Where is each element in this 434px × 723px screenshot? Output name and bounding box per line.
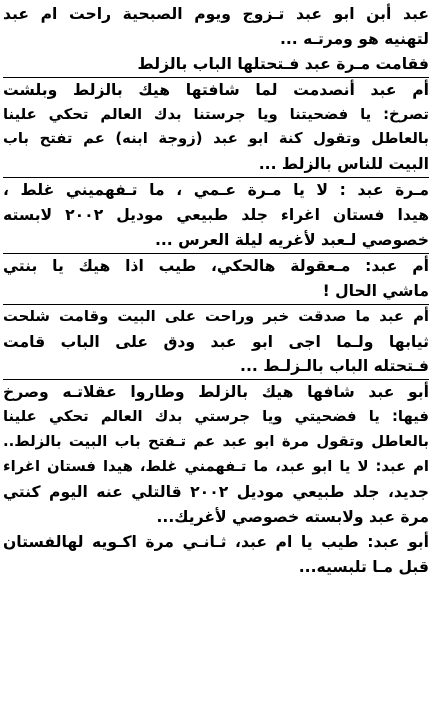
- text-line: مرة عبد ولابسته خصوصي لأغريك...: [156, 507, 429, 526]
- paragraph-5: [3, 305, 429, 380]
- paragraph-2: [3, 78, 429, 178]
- text-line: لتهنيه هو ومرتـه ...: [279, 29, 429, 48]
- text-line: جديد، جلد طبيعي موديل ٢٠٠٢ قالتلي عنه اليوم كنتي: [3, 482, 429, 501]
- text-line: خصوصي لـعبد لأغريه ليلة العرس ...: [154, 231, 429, 250]
- text-line: بالعاطل وتقول كنة ابو عبد (زوجة ابنه) عم تفتح باب: [3, 130, 429, 148]
- text-line: فـتحتله الباب بالـزلـط ...: [240, 357, 429, 376]
- paragraph-1: [3, 2, 429, 77]
- paragraph-3: [3, 178, 429, 253]
- text-line: أم عبد ما صدقت خبر وراحت على البيت وقامت شلحت: [3, 307, 429, 325]
- text-line: أبو عبد شافها هيك بالزلط وطاروا عقلاتـه وصرخ: [3, 383, 429, 402]
- text-line: مـرة عبد : لا يا مـرة عـمي ، ما تـفهميني غلط ،: [3, 181, 429, 200]
- paragraph-6: [3, 380, 429, 579]
- text-line: أبو عبد: طيب يا ام عبد، ثـانـي مرة اكـويه لهالفستان: [3, 532, 429, 551]
- text-line: عبد أبن ابو عبد تـزوج ويوم الصبحية راحت ام عبد: [3, 5, 429, 23]
- text-line: فيها: يا فضحيتي ويا جرستي بدك العالم تحكي علينا: [3, 408, 429, 426]
- text-line: أم عبد: مـعقولة هالحكي، طيب اذا هيك يا بنتي: [3, 256, 429, 275]
- text-line: تصرخ: يا فضحيتنا ويا جرستنا بدك العالم تحكي علينا: [3, 105, 429, 123]
- text-line: ام عبد: لا يا ابو عبد، ما تـفهمني غلط، هيدا فستان اغراء: [3, 458, 429, 476]
- text-line: ماشي الحال !: [322, 281, 429, 300]
- text-line: قبل مـا تلبسيه...: [298, 557, 429, 576]
- paragraph-4: [3, 254, 429, 304]
- text-line: ثيابها ولـما اجى ابو عبد ودق على الباب قامت: [3, 332, 429, 351]
- text-line: أم عبد أنصدمت لما شافتها هيك بالزلط وبلشت: [3, 80, 429, 99]
- text-line: هيدا فستان اغراء جلد طبيعي موديل ٢٠٠٢ لابسته: [3, 206, 429, 225]
- text-line: بالعاطل وتقول مرة ابو عبد عم تـفتح باب البيت بالزلط..: [3, 433, 429, 451]
- text-line: البيت للناس بالزلط ...: [258, 155, 429, 174]
- text-line: فقامت مـرة عبد فـتحتلها الباب بالزلط: [137, 54, 429, 73]
